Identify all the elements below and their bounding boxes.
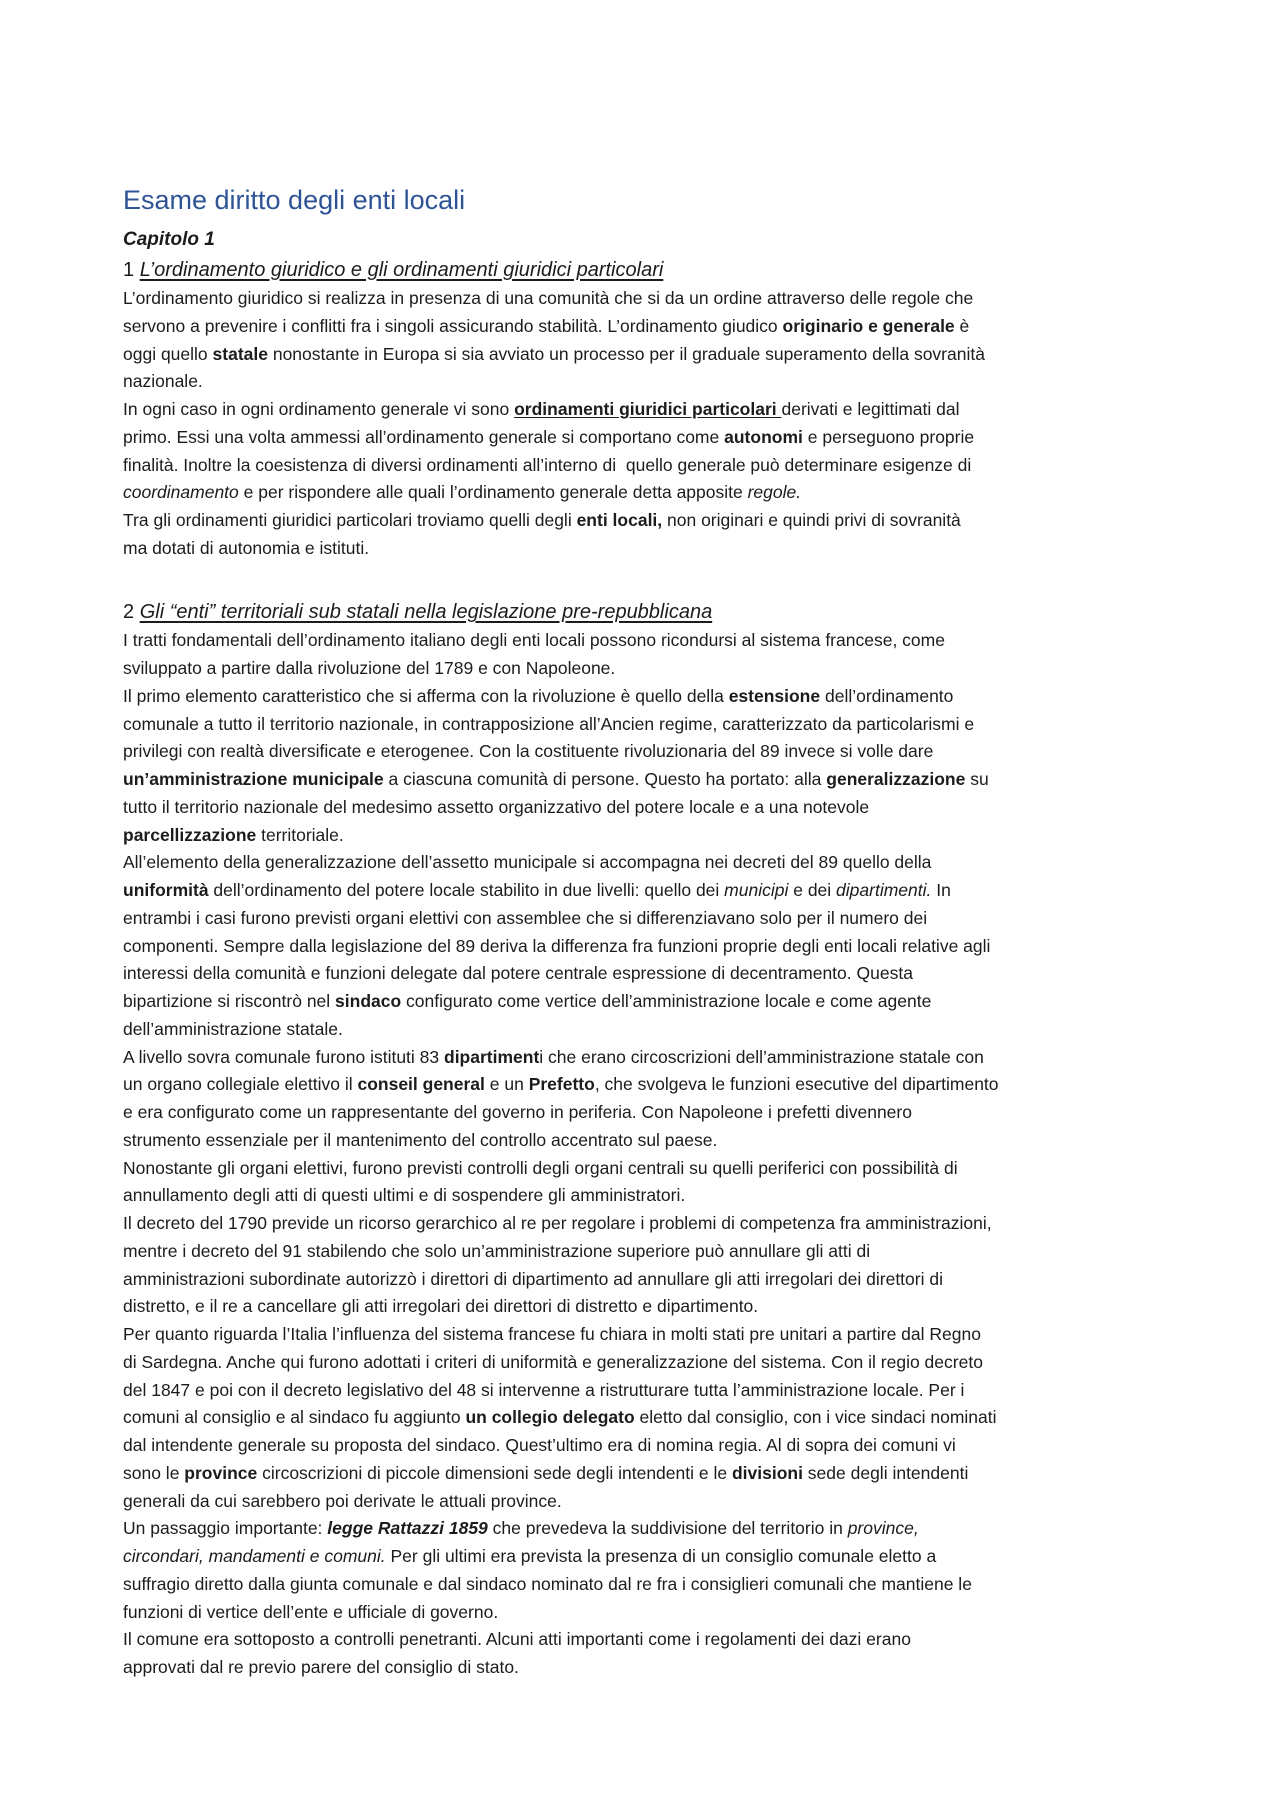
section-heading: [123, 597, 1243, 627]
body-line: [123, 1044, 1243, 1072]
text-run: nazionale.: [123, 371, 203, 392]
body-line: [123, 1099, 1243, 1127]
text-run: circondari, mandamenti e comuni.: [123, 1546, 386, 1566]
text-run: parcellizzazione: [123, 824, 257, 845]
body-line: [123, 1599, 1243, 1627]
text-run: strumento essenziale per il mantenimento del controllo accentrato sul paese.: [123, 1129, 718, 1150]
body-line: [123, 822, 1243, 850]
body-line: [123, 535, 1243, 563]
text-run: Il comune era sottoposto a controlli penetranti. Alcuni atti importanti come i regolamenti dei dazi erano: [123, 1629, 911, 1650]
text-run: regole.: [747, 482, 802, 503]
text-run: coordinamento: [123, 482, 239, 503]
section-body: [123, 285, 1243, 563]
text-run: Tra gli ordinamenti giuridici particolari troviamo quelli degli: [123, 510, 577, 530]
text-run: comuni al consiglio e al sindaco fu aggiunto: [123, 1407, 466, 1428]
text-run: approvati dal re previo parere del consiglio di stato.: [123, 1657, 519, 1677]
text-run: su: [965, 769, 989, 789]
text-run: comunale a tutto il territorio nazionale, in contrapposizione all’Ancien regime, caratterizzato da particolarismi e: [123, 713, 975, 734]
body-line: [123, 313, 1243, 341]
text-run: che prevedeva la suddivisione del territorio in: [487, 1518, 848, 1539]
text-run: generali da cui sarebbero poi derivate le attuali province.: [123, 1490, 562, 1511]
body-line: [123, 960, 1243, 988]
text-run: originario e generale: [782, 315, 955, 336]
text-run: sviluppato a partire dalla rivoluzione del 1789 e con Napoleone.: [123, 658, 616, 678]
body-line: [123, 905, 1243, 933]
text-run: derivati e legittimati dal: [781, 399, 960, 419]
text-run: servono a prevenire i conflitti fra i singoli assicurando stabilità. L’ordinamento giudico: [123, 315, 783, 336]
body-line: [123, 683, 1243, 711]
text-run: amministrazioni subordinate autorizzò i direttori di dipartimento ad annullare gli atti irregolari dei direttori di: [123, 1268, 943, 1289]
body-line: [123, 1404, 1243, 1432]
text-run: uniformità: [123, 880, 209, 900]
text-run: legge Rattazzi 1859: [327, 1518, 488, 1539]
text-run: conseil general: [357, 1074, 485, 1095]
body-line: [123, 424, 1243, 452]
section-number: 2: [123, 601, 140, 624]
body-line: [123, 1238, 1243, 1266]
text-run: Il primo elemento caratteristico che si afferma con la rivoluzione è quello della: [123, 685, 729, 706]
text-run: ordinamenti giuridici particolari: [514, 399, 782, 419]
body-line: [123, 849, 1243, 877]
text-run: e dei: [788, 880, 837, 900]
text-run: Un passaggio importante:: [123, 1518, 328, 1539]
chapter-heading: Capitolo 1: [123, 229, 215, 250]
text-run: All’elemento della generalizzazione dell’assetto municipale si accompagna nei decreti del 89 quello della: [123, 852, 932, 873]
text-run: enti locali,: [576, 510, 663, 530]
text-run: municipi: [724, 880, 789, 900]
body-line: [123, 738, 1243, 766]
body-line: [123, 396, 1243, 424]
body-line: [123, 1543, 1243, 1571]
text-run: I tratti fondamentali dell’ordinamento italiano degli enti locali possono ricondursi al sistema francese, come: [123, 630, 945, 651]
text-run: entrambi i casi furono previsti organi elettivi con assemblee che si differenziavano solo per il numero dei: [123, 907, 928, 928]
text-run: e perseguono proprie: [802, 426, 975, 447]
text-run: nonostante in Europa si sia avviato un processo per il graduale superamento della sovranità: [267, 343, 985, 364]
section-title: L’ordinamento giuridico e gli ordinamenti giuridici particolari: [139, 259, 664, 281]
text-run: estensione: [728, 685, 821, 706]
text-run: componenti. Sempre dalla legislazione del 89 deriva la differenza fra funzioni proprie degli enti locali relative agli: [123, 935, 991, 956]
text-run: dipartimenti.: [836, 880, 932, 900]
section-body: [123, 627, 1243, 1682]
body-line: [123, 452, 1243, 480]
text-run: Prefetto: [528, 1074, 595, 1095]
body-line: [123, 1155, 1243, 1183]
body-line: [123, 1266, 1243, 1294]
text-run: tutto il territorio nazionale del medesimo assetto organizzativo del potere locale e a una notevole: [123, 796, 870, 817]
section-2: [123, 597, 1243, 1682]
text-run: province,: [847, 1518, 919, 1539]
text-run: statale: [212, 343, 268, 364]
body-line: [123, 368, 1243, 396]
text-run: In: [931, 880, 951, 900]
document-page: [123, 178, 1243, 1682]
body-line: [123, 988, 1243, 1016]
text-run: interessi della comunità e funzioni delegate dal potere centrale espressione di decentramento. Questa: [123, 963, 913, 984]
text-run: un’amministrazione municipale: [123, 769, 384, 789]
text-run: suffragio diretto dalla giunta comunale e dal sindaco nominato dal re fra i consiglieri comunali che mantiene le: [123, 1573, 972, 1594]
text-run: A livello sovra comunale furono istituti 83: [123, 1046, 444, 1067]
body-line: [123, 711, 1243, 739]
text-run: sede degli intendenti: [802, 1462, 969, 1483]
body-line: [123, 1321, 1243, 1349]
text-run: oggi quello: [123, 343, 213, 364]
body-line: [123, 1210, 1243, 1238]
body-line: [123, 766, 1243, 794]
text-run: e per rispondere alle quali l’ordinamento generale detta apposite: [238, 482, 748, 503]
text-run: e era configurato come un rappresentante del governo in periferia. Con Napoleone i prefetti divennero: [123, 1102, 912, 1122]
section-heading: [123, 255, 1243, 285]
body-line: [123, 341, 1243, 369]
body-line: [123, 479, 1243, 507]
text-run: un collegio delegato: [465, 1407, 635, 1428]
body-line: [123, 285, 1243, 313]
text-run: sindaco: [335, 991, 402, 1011]
body-line: [123, 655, 1243, 683]
text-run: generalizzazione: [826, 769, 966, 789]
body-line: [123, 507, 1243, 535]
body-line: [123, 1654, 1243, 1682]
text-run: funzioni di vertice dell’ente e ufficiale di governo.: [123, 1601, 499, 1622]
text-run: eletto dal consiglio, con i vice sindaci nominati: [634, 1407, 997, 1428]
body-line: [123, 1515, 1243, 1543]
text-run: dal intendente generale su proposta del sindaco. Quest’ultimo era di nomina regia. Al di sopra dei comuni vi: [123, 1435, 956, 1455]
text-run: Il decreto del 1790 previde un ricorso gerarchico al re per regolare i problemi di competenza fra amministrazioni,: [123, 1213, 992, 1233]
body-line: [123, 1071, 1243, 1099]
text-run: un organo collegiale elettivo il: [123, 1074, 358, 1095]
body-line: [123, 1127, 1243, 1155]
body-line: [123, 1571, 1243, 1599]
text-run: mentre i decreto del 91 stabilendo che solo un’amministrazione superiore può annullare gli atti di: [123, 1240, 871, 1261]
text-run: , che svolgeva le funzioni esecutive del dipartimento: [594, 1074, 999, 1095]
text-run: è: [954, 315, 970, 336]
text-run: distretto, e il re a cancellare gli atti irregolari dei direttori di distretto e dipartimento.: [123, 1296, 759, 1317]
text-run: finalità. Inoltre la coesistenza di diversi ordinamenti all’interno di quello generale può determinare esigenze di: [123, 454, 972, 475]
text-run: territoriale.: [256, 824, 344, 845]
text-run: primo. Essi una volta ammessi all’ordinamento generale si comportano come: [123, 426, 725, 447]
text-run: annullamento degli atti di questi ultimi e di sospendere gli amministratori.: [123, 1185, 686, 1206]
body-line: [123, 1293, 1243, 1321]
section-1: [123, 255, 1243, 563]
text-run: Per quanto riguarda l’Italia l’influenza del sistema francese fu chiara in molti stati pre unitari a partire dal Regno: [123, 1324, 981, 1344]
text-run: i che erano circoscrizioni dell’amministrazione statale con: [539, 1046, 984, 1067]
body-line: [123, 794, 1243, 822]
text-run: dell’ordinamento del potere locale stabilito in due livelli: quello dei: [208, 880, 725, 900]
text-run: di Sardegna. Anche qui furono adottati i criteri di uniformità e generalizzazione del sistema. Con il regio decreto: [123, 1351, 983, 1372]
text-run: province: [184, 1462, 258, 1483]
body-line: [123, 1432, 1243, 1460]
body-line: [123, 1377, 1243, 1405]
text-run: configurato come vertice dell’amministrazione locale e come agente: [401, 991, 932, 1011]
body-line: [123, 1460, 1243, 1488]
text-run: L’ordinamento giuridico si realizza in presenza di una comunità che si da un ordine attraverso delle regole che: [123, 288, 974, 308]
text-run: dell’ordinamento: [820, 685, 954, 706]
body-line: [123, 933, 1243, 961]
section-number: 1: [123, 259, 140, 281]
text-run: bipartizione si riscontrò nel: [123, 991, 336, 1011]
blank-line: [123, 563, 1243, 591]
body-line: [123, 627, 1243, 655]
text-run: a ciascuna comunità di persone. Questo ha portato: alla: [383, 769, 827, 789]
text-run: ma dotati di autonomia e istituti.: [123, 537, 370, 558]
text-run: sono le: [123, 1462, 185, 1483]
text-run: e un: [484, 1074, 529, 1095]
body-line: [123, 1488, 1243, 1516]
text-run: privilegi con realtà diversificate e eterogenee. Con la costituente rivoluzionaria del 89 invece si volle dare: [123, 741, 934, 762]
text-run: In ogni caso in ogni ordinamento generale vi sono: [123, 399, 515, 419]
text-run: del 1847 e poi con il decreto legislativo del 48 si intervenne a ristrutturare tutta l’amministrazione locale. Per i: [123, 1379, 965, 1400]
body-line: [123, 1626, 1243, 1654]
text-run: non originari e quindi privi di sovranità: [662, 510, 961, 530]
document-title: Esame diritto degli enti locali: [123, 185, 466, 215]
text-run: Nonostante gli organi elettivi, furono previsti controlli degli organi centrali su quelli periferici con possibilità di: [123, 1157, 958, 1178]
text-run: divisioni: [731, 1462, 803, 1483]
text-run: Per gli ultimi era prevista la presenza di un consiglio comunale eletto a: [385, 1546, 937, 1566]
text-run: dipartiment: [444, 1046, 540, 1067]
body-line: [123, 877, 1243, 905]
text-run: circoscrizioni di piccole dimensioni sede degli intendenti e le: [257, 1462, 732, 1483]
section-title: Gli “enti” territoriali sub statali nella legislazione pre-repubblicana: [139, 601, 713, 624]
text-run: dell’amministrazione statale.: [123, 1018, 343, 1039]
text-run: autonomi: [724, 426, 803, 447]
body-line: [123, 1182, 1243, 1210]
body-line: [123, 1016, 1243, 1044]
body-line: [123, 1349, 1243, 1377]
